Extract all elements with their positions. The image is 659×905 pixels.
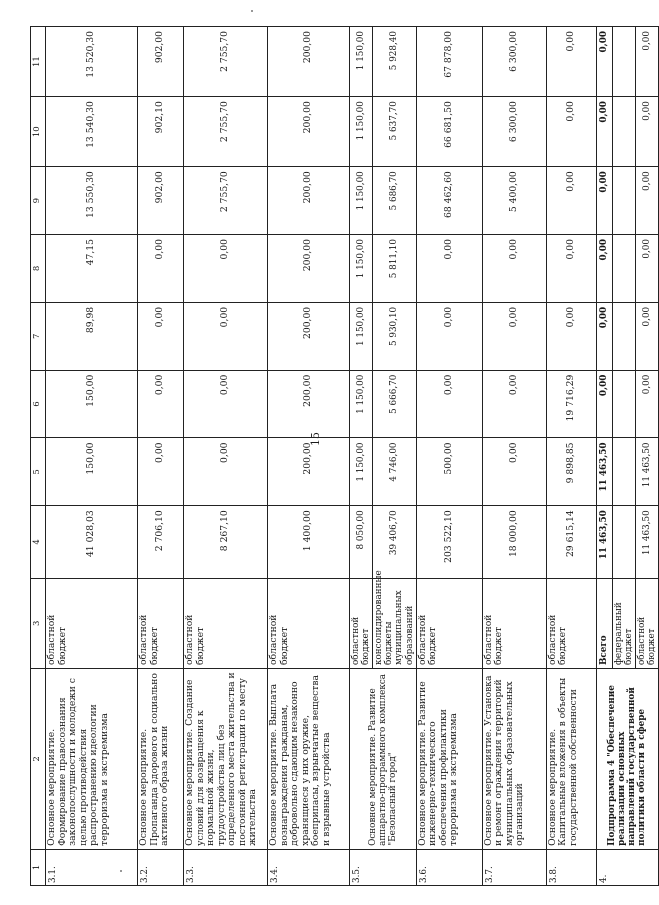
measure-name-cell: Основное мероприятие. Капитальные вложения в объекты государственной собственности — [546, 669, 596, 850]
value-cell: 67 878,00 — [416, 27, 482, 97]
row-number-cell: 3.6. — [416, 849, 482, 885]
row-number-cell: 4. — [596, 849, 658, 885]
value-cell — [612, 302, 635, 370]
value-cell: 0,00 — [138, 370, 184, 438]
value-cell: 200,00 — [268, 27, 350, 97]
page-number: 15 — [308, 432, 322, 446]
value-cell: 0,00 — [635, 167, 658, 235]
column-number-cell: 6 — [31, 370, 46, 438]
row-number-cell: 3.1. — [46, 849, 138, 885]
table-row — [482, 27, 546, 886]
funding-source-cell: областной бюджет — [184, 578, 268, 668]
value-cell: 200,00 — [268, 302, 350, 370]
value-cell: 5 686,70 — [373, 167, 416, 235]
value-cell: 0,00 — [635, 370, 658, 438]
value-cell: 5 637,70 — [373, 97, 416, 167]
value-cell: 0,00 — [596, 97, 612, 167]
value-cell: 0,00 — [184, 370, 268, 438]
value-cell: 0,00 — [184, 235, 268, 303]
row-number-cell: 3.8. — [546, 849, 596, 885]
value-cell: 2 755,70 — [184, 167, 268, 235]
value-cell: 19 716,29 — [546, 370, 596, 438]
funding-source-cell: областной бюджет — [635, 578, 658, 668]
value-cell: 0,00 — [635, 27, 658, 97]
value-cell: 0,00 — [635, 302, 658, 370]
value-cell: 1 150,00 — [350, 438, 373, 506]
column-number-cell: 7 — [31, 302, 46, 370]
column-number-cell: 2 — [31, 669, 46, 850]
table-row — [416, 27, 482, 886]
value-cell — [612, 370, 635, 438]
value-cell: 8 050,00 — [350, 506, 373, 578]
table-row — [46, 27, 138, 886]
value-cell: 0,00 — [482, 235, 546, 303]
funding-source-cell: консолидированные бюджеты муниципальных образований — [373, 578, 416, 668]
column-number-cell: 8 — [31, 235, 46, 303]
column-number-cell: 9 — [31, 167, 46, 235]
value-cell: 9 898,85 — [546, 438, 596, 506]
funding-source-cell: областной бюджет — [416, 578, 482, 668]
value-cell: 11 463,50 — [635, 506, 658, 578]
value-cell: 47,15 — [46, 235, 138, 303]
value-cell: 29 615,14 — [546, 506, 596, 578]
measure-name-cell: Основное мероприятие. Установка и ремонт ограждения территорий муниципальных образовательных организаций — [482, 669, 546, 850]
value-cell: 8 267,10 — [184, 506, 268, 578]
column-number-cell: 4 — [31, 506, 46, 578]
funding-source-cell: областной бюджет — [268, 578, 350, 668]
value-cell: 0,00 — [596, 167, 612, 235]
measure-name-cell: Основное мероприятие. Формирование правосознания законопослушности и молодежи с целью противодействия распространению идеологии терроризма и экстремизма — [46, 669, 138, 850]
value-cell: 1 150,00 — [350, 27, 373, 97]
value-cell: 0,00 — [138, 302, 184, 370]
value-cell: 0,00 — [416, 235, 482, 303]
value-cell: 902,00 — [138, 27, 184, 97]
rotated-page — [30, 26, 657, 886]
funding-source-cell: областной бюджет — [350, 578, 373, 668]
measure-name-cell: Основное мероприятие. Создание условий для возвращения к нормальной жизни, трудоустройства лиц без определенного места жительства и постоянной регистрации по месту жительства — [184, 669, 268, 850]
value-cell: 11 463,50 — [596, 506, 612, 578]
value-cell: 0,00 — [635, 235, 658, 303]
value-cell: 5 666,70 — [373, 370, 416, 438]
value-cell: 0,00 — [138, 438, 184, 506]
value-cell: 5 928,40 — [373, 27, 416, 97]
value-cell — [612, 235, 635, 303]
table-row — [268, 27, 350, 886]
funding-source-cell: областной бюджет — [46, 578, 138, 668]
row-number-cell: 3.7. — [482, 849, 546, 885]
value-cell: 0,00 — [184, 438, 268, 506]
value-cell: 200,00 — [268, 97, 350, 167]
value-cell: 0,00 — [546, 167, 596, 235]
value-cell: 6 300,00 — [482, 97, 546, 167]
funding-source-cell: Всего — [596, 578, 612, 668]
value-cell: 2 755,70 — [184, 97, 268, 167]
table-body — [31, 27, 659, 886]
value-cell: 5 811,10 — [373, 235, 416, 303]
value-cell: 39 406,70 — [373, 506, 416, 578]
value-cell: 0,00 — [416, 302, 482, 370]
value-cell: 150,00 — [46, 438, 138, 506]
value-cell: 1 150,00 — [350, 97, 373, 167]
value-cell: 500,00 — [416, 438, 482, 506]
value-cell: 5 930,10 — [373, 302, 416, 370]
value-cell: 0,00 — [596, 370, 612, 438]
value-cell: 0,00 — [184, 302, 268, 370]
measure-name-cell: Основное мероприятие. Развитие инженерно-технического обеспечения профилактики терроризма и экстремизма — [416, 669, 482, 850]
value-cell — [612, 167, 635, 235]
column-number-cell: 10 — [31, 97, 46, 167]
value-cell: 6 300,00 — [482, 27, 546, 97]
column-number-cell: 1 — [31, 849, 46, 885]
value-cell: 11 463,50 — [596, 438, 612, 506]
value-cell: 0,00 — [596, 302, 612, 370]
funding-source-cell: федеральный бюджет — [612, 578, 635, 668]
value-cell: 0,00 — [138, 235, 184, 303]
value-cell: 1 400,00 — [268, 506, 350, 578]
table-row — [350, 27, 373, 886]
measure-name-cell: Основное мероприятие. Развитие аппаратно-программного комплекса "Безопасный город" — [350, 669, 417, 850]
funding-source-cell: областной бюджет — [546, 578, 596, 668]
value-cell: 66 681,50 — [416, 97, 482, 167]
value-cell: 11 463,50 — [635, 438, 658, 506]
value-cell: 200,00 — [268, 167, 350, 235]
value-cell: 0,00 — [482, 302, 546, 370]
value-cell: 1 150,00 — [350, 370, 373, 438]
value-cell: 0,00 — [596, 27, 612, 97]
table-row — [596, 27, 612, 886]
value-cell: 902,00 — [138, 167, 184, 235]
row-number-cell: 3.2. — [138, 849, 184, 885]
value-cell: 13 550,30 — [46, 167, 138, 235]
value-cell: 0,00 — [546, 235, 596, 303]
scan-dust — [120, 870, 122, 872]
value-cell — [612, 27, 635, 97]
column-number-cell: 5 — [31, 438, 46, 506]
measure-name-cell: Основное мероприятие. Пропаганда здорового и социально активного образа жизни — [138, 669, 184, 850]
value-cell: 2 755,70 — [184, 27, 268, 97]
column-number-cell: 3 — [31, 578, 46, 668]
scan-dust — [251, 10, 253, 12]
funding-source-cell: областной бюджет — [138, 578, 184, 668]
measure-name-cell: Подпрограмма 4 "Обеспечение реализации основных направлений государственной политики области в сфере — [596, 669, 658, 850]
table-row — [184, 27, 268, 886]
table-row — [546, 27, 596, 886]
value-cell: 0,00 — [416, 370, 482, 438]
value-cell: 0,00 — [546, 302, 596, 370]
row-number-cell: 3.4. — [268, 849, 350, 885]
value-cell: 0,00 — [482, 438, 546, 506]
value-cell: 200,00 — [268, 438, 350, 506]
value-cell: 1 150,00 — [350, 167, 373, 235]
value-cell: 0,00 — [635, 97, 658, 167]
funding-source-cell: областной бюджет — [482, 578, 546, 668]
value-cell: 0,00 — [596, 235, 612, 303]
value-cell: 150,00 — [46, 370, 138, 438]
value-cell: 89,98 — [46, 302, 138, 370]
value-cell: 5 400,00 — [482, 167, 546, 235]
measure-name-cell: Основное мероприятие. Выплата вознаграждения гражданам, добровольно сдающим незаконно хранящиеся у них оружие, боеприпасы, взрывчатые вещества и взрывные устройства — [268, 669, 350, 850]
value-cell: 0,00 — [546, 27, 596, 97]
row-number-cell: 3.5. — [350, 849, 417, 885]
value-cell: 200,00 — [268, 235, 350, 303]
value-cell: 0,00 — [482, 370, 546, 438]
column-number-row — [31, 27, 46, 886]
table-row — [138, 27, 184, 886]
value-cell: 18 000,00 — [482, 506, 546, 578]
value-cell: 41 028,03 — [46, 506, 138, 578]
value-cell: 200,00 — [268, 370, 350, 438]
value-cell: 4 746,00 — [373, 438, 416, 506]
value-cell: 13 520,30 — [46, 27, 138, 97]
value-cell — [612, 97, 635, 167]
value-cell: 2 706,10 — [138, 506, 184, 578]
value-cell: 13 540,30 — [46, 97, 138, 167]
budget-table — [30, 26, 659, 886]
column-number-cell: 11 — [31, 27, 46, 97]
value-cell: 203 522,10 — [416, 506, 482, 578]
row-number-cell: 3.3. — [184, 849, 268, 885]
value-cell: 1 150,00 — [350, 302, 373, 370]
value-cell — [612, 506, 635, 578]
value-cell: 68 462,60 — [416, 167, 482, 235]
value-cell: 1 150,00 — [350, 235, 373, 303]
value-cell: 0,00 — [546, 97, 596, 167]
value-cell: 902,10 — [138, 97, 184, 167]
value-cell — [612, 438, 635, 506]
